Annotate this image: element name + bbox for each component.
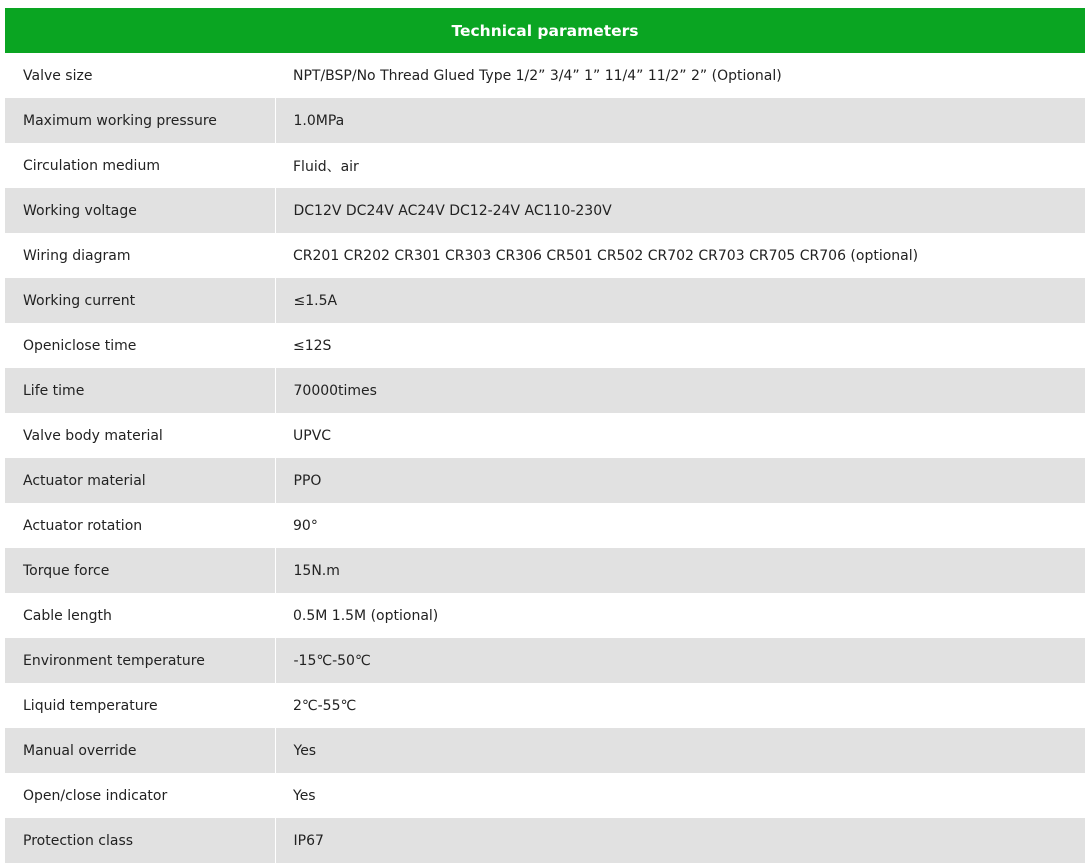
parameter-value: Yes (275, 728, 1085, 773)
parameter-label: Life time (5, 368, 275, 413)
parameter-label: Circulation medium (5, 143, 275, 188)
parameter-label: Environment temperature (5, 638, 275, 683)
parameter-label: Actuator rotation (5, 503, 275, 548)
parameter-label: Working voltage (5, 188, 275, 233)
parameter-label: Valve body material (5, 413, 275, 458)
parameter-label: Torque force (5, 548, 275, 593)
technical-parameters-table (5, 8, 1085, 863)
parameter-label: Openiclose time (5, 323, 275, 368)
parameter-value: 15N.m (275, 548, 1085, 593)
parameter-value: 70000times (275, 368, 1085, 413)
parameter-value: ≤12S (275, 323, 1085, 368)
table-title: Technical parameters (5, 8, 1085, 53)
parameter-value: -15℃-50℃ (275, 638, 1085, 683)
parameter-value: 2℃-55℃ (275, 683, 1085, 728)
table-row (5, 233, 1085, 278)
parameter-label: Liquid temperature (5, 683, 275, 728)
table-row (5, 368, 1085, 413)
parameter-label: Wiring diagram (5, 233, 275, 278)
parameter-label: Protection class (5, 818, 275, 863)
parameter-value: NPT/BSP/No Thread Glued Type 1/2” 3/4” 1” 11/4” 11/2” 2” (Optional) (275, 53, 1085, 98)
table-row (5, 53, 1085, 98)
table-row (5, 593, 1085, 638)
parameter-value: IP67 (275, 818, 1085, 863)
table-row (5, 143, 1085, 188)
table-row (5, 683, 1085, 728)
parameter-value: CR201 CR202 CR301 CR303 CR306 CR501 CR502 CR702 CR703 CR705 CR706 (optional) (275, 233, 1085, 278)
table-row (5, 188, 1085, 233)
table-row (5, 323, 1085, 368)
parameter-value: ≤1.5A (275, 278, 1085, 323)
table-header-row (5, 8, 1085, 53)
table-row (5, 503, 1085, 548)
table-row (5, 773, 1085, 818)
parameter-value: 0.5M 1.5M (optional) (275, 593, 1085, 638)
table-row (5, 728, 1085, 773)
parameter-value: UPVC (275, 413, 1085, 458)
table-row (5, 413, 1085, 458)
table-row (5, 638, 1085, 683)
parameter-value: 1.0MPa (275, 98, 1085, 143)
parameter-label: Open/close indicator (5, 773, 275, 818)
parameter-label: Manual override (5, 728, 275, 773)
parameter-label: Working current (5, 278, 275, 323)
parameter-value: Fluid、air (275, 143, 1085, 188)
parameter-value: DC12V DC24V AC24V DC12-24V AC110-230V (275, 188, 1085, 233)
table-row (5, 818, 1085, 863)
parameter-value: 90° (275, 503, 1085, 548)
parameter-label: Valve size (5, 53, 275, 98)
table-row (5, 98, 1085, 143)
parameter-label: Actuator material (5, 458, 275, 503)
table-row (5, 548, 1085, 593)
parameter-value: PPO (275, 458, 1085, 503)
parameter-label: Maximum working pressure (5, 98, 275, 143)
table-row (5, 458, 1085, 503)
parameter-value: Yes (275, 773, 1085, 818)
parameter-label: Cable length (5, 593, 275, 638)
table-row (5, 278, 1085, 323)
